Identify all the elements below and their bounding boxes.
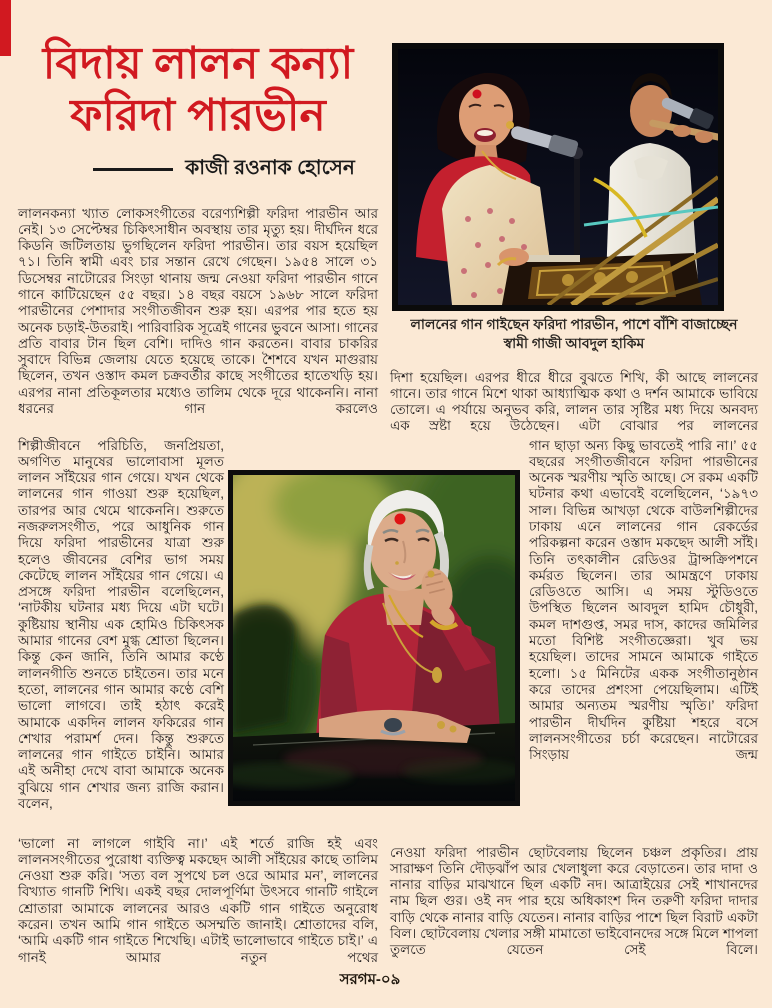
- article-text-left-top: লালনকন্যা খ্যাত লোকসংগীতের বরেণ্যশিল্পী ফরিদা পারভীন আর নেই। ১৩ সেপ্টেম্বর চিকিৎসাধীন অবস্থায় তার মৃত্যু হয়। দীর্ঘদিন ধরে কিডনি জটিলতায় ভুগছিলেন ফরিদা পারভীন। তার বয়স হয়েছিল ৭১। তিনি স্বামী এবং চার সন্তান রেখে গেছেন। ১৯৫৪ সালে ৩১ ডিসেম্বর নাটোরের সিংড়া থানায় জন্ম নেওয়া ফরিদা পারভীন গানে গানে কাটিয়েছেন ৫৫ বছর। ১৪ বছর বয়সে ১৯৬৮ সালে ফরিদা পারভীনের পেশাদার সংগীতজীবন শুরু হয়। এরপর পার হতে হয় অনেক চড়াই-উতরাই। পারিবারিক সূত্রেই গানের ভুবনে আসা। গানের প্রতি বাবার টান ছিল বেশি। দাদিও গান করতেন। বাবার চাকরির সুবাদে বিভিন্ন জেলায় যেতে হয়েছে তাকে। শৈশবে যখন মাগুরায় ছিলেন, তখন ওস্তাদ কমল চক্রবর্তীর কাছে সংগীতের হাতেখড়ি হয়। এরপর নানা প্রতিকূলতার মধ্যেও তালিম থেকে দূরে থাকেননি। নানা ধরনের গান করলেও: [18, 205, 378, 417]
- title-line-2: ফরিদা পারভীন: [70, 90, 326, 140]
- caption-line-2: স্বামী গাজী আবদুল হাকিম: [503, 335, 645, 351]
- author-byline: কাজী রওনাক হোসেন: [185, 156, 355, 179]
- portrait-illustration: [233, 475, 515, 801]
- wristwatch: [384, 718, 402, 732]
- caption-line-1: লালনের গান গাইছেন ফরিদা পারভীন, পাশে বাঁশি বাজাচ্ছেন: [410, 316, 738, 332]
- page-number: সরগম-০৯: [339, 971, 401, 988]
- page-title: [18, 38, 378, 142]
- byline-rule: [93, 168, 173, 171]
- bindi: [473, 90, 482, 99]
- portrait-photo: [228, 470, 520, 806]
- top-photo-caption: [390, 315, 758, 353]
- article-text-right-bottom: নেওয়া ফরিদা পারভীন ছোটবেলায় ছিলেন চঞ্চল প্রকৃতির। প্রায় সারাক্ষণ তিনি দৌড়ঝাঁপ আর খেলাধুলা করে বেড়াতেন। তার দাদা ও নানার বাড়ির মাঝখানে ছিল একটি নদ। আত্রাইয়ের সেই শাখানদের নাম ছিল গুর। ওই নদ পার হয়ে অধিকাংশ দিন তরুণী ফরিদা দাদার বাড়ি থেকে নানার বাড়ি যেতেন। নানার বাড়ির পাশে ছিল বিরাট একটা বিল। ছোটবেলায় খেলার সঙ্গী মামাতো ভাইবোনদের সঙ্গে মিলে শাপলা তুলতে যেতেন সেই বিলে।: [390, 844, 758, 958]
- byline-row: [18, 154, 378, 184]
- title-line-1: বিদায় লালন কন্যা: [42, 39, 354, 88]
- article-text-right-top: দিশা হয়েছিল। এরপর ধীরে ধীরে বুঝতে শিখি, কী আছে লালনের গানে। তার গানে মিশে থাকা আধ্যাত্মিক কথা ও দর্শন আমাকে ভাবিয়ে তোলে। এ পর্যায়ে অনুভব করি, লালন তার সৃষ্টির মধ্য দিয়ে অনবদ্য এক স্রষ্টা হয়ে উঠেছেন। এটা বোঝার পর লালনের: [390, 369, 758, 434]
- chair-silhouette: [233, 605, 295, 733]
- article-text-right-narrow: গান ছাড়া অন্য কিছু ভাবতেই পারি না।’ ৫৫ বছরের সংগীতজীবনে ফরিদা পারভীনের অনেক স্মরণীয় স্মৃতি আছে। সে রকম একটি ঘটনার কথা এভাবেই বলেছিলেন, ‘১৯৭৩ সাল। বিভিন্ন আখড়া থেকে বাউলশিল্পীদের ঢাকায় এনে লালনের গান রেকর্ডের পরিকল্পনা করেন ওস্তাদ মকছেদ আলী সাঁই। তিনি তৎকালীন রেডিওর ট্রান্সক্রিপশনে কর্মরত ছিলেন। তার আমন্ত্রণে ঢাকায় রেডিওতে আসি। এ সময় স্টুডিওতে উপস্থিত ছিলেন আবদুল হামিদ চৌধুরী, কমল দাশগুপ্ত, সমর দাস, কাদের জমিলির মতো বিশিষ্ট সংগীতজ্ঞেরা। খুব ভয় হয়েছিল। তাদের সামনে আমাকে গাইতে হলো। ১৫ মিনিটের একক সংগীতানুষ্ঠান করে তাদের প্রশংসা পেয়েছিলাম। এটিই আমার অন্যতম স্মরণীয় স্মৃতি।’ ফরিদা পারভীন দীর্ঘদিন কুষ্টিয়া শহরে বসে লালনসংগীতের চর্চা করেছেন। নাটোরের সিংড়ায় জন্ম: [529, 437, 758, 763]
- article-text-left-narrow: শিল্পীজীবনে পরিচিতি, জনপ্রিয়তা, অগণিত মানুষের ভালোবাসা মূলত লালন সাঁইয়ের গান গেয়ে। যখন থেকে লালনের গান গাওয়া শুরু হয়েছিল, তারপর আর থেমে থাকেননি। শুরুতে নজরুলসংগীত, পরে আধুনিক গান দিয়ে ফরিদা পারভীনের যাত্রা শুরু হলেও জীবনের বেশির ভাগ সময় কেটেছে লালন সাঁইয়ের গান গেয়ে। এ প্রসঙ্গে ফরিদা পারভীন বলেছিলেন, ‘নাটকীয় ঘটনার মধ্য দিয়ে এটা ঘটে। কুষ্টিয়ায় স্থানীয় এক হোমিও চিকিৎসক আমার গানের বেশ মুগ্ধ শ্রোতা ছিলেন। কিন্তু কেন জানি, তিনি আমার কণ্ঠে লালনগীতি শুনতে চাইতেন। তার মনে হতো, লালনের গান আমার কণ্ঠে বেশি ভালো লাগবে। তাই হঠাৎ করেই আমাকে একদিন লালন ফকিরের গান শেখার পরামর্শ দেন। কিন্তু শুরুতে লালনের গান গাইতে চাইনি। আমার এই অনীহা দেখে বাবা আমাকে অনেক বুঝিয়ে গান শেখার জন্য রাজি করান। বলেন,: [18, 437, 224, 812]
- stage-photo-illustration: [398, 49, 718, 305]
- bindi: [395, 514, 406, 525]
- article-text-left-bottom: ‘ভালো না লাগলে গাইবি না।’ এই শর্তে রাজি হই এবং লালনসংগীতের পুরোধা ব্যক্তিত্ব মকছেদ আলী সাঁইয়ের কাছে তালিম নেওয়া শুরু করি। ‘সত্য বল সুপথে চল ওরে আমার মন’, লালনের বিখ্যাত গানটি শিখি। একই বছর দোলপূর্ণিমা উৎসবে গানটি গাইলে শ্রোতারা আমাকে লালনের আরও একটি গান গাইতে অনুরোধ করেন। তখন আমি গান গাইতে অসম্মতি জানাই। শ্রোতাদের বলি, ‘আমি একটি গান গাইতে শিখেছি। এটাই ভালোভাবে গাইতে চাই।’ এ গানই আমার নতুন পথের: [18, 835, 378, 965]
- stage-performance-photo: [392, 43, 724, 311]
- red-corner-bar: [0, 0, 11, 56]
